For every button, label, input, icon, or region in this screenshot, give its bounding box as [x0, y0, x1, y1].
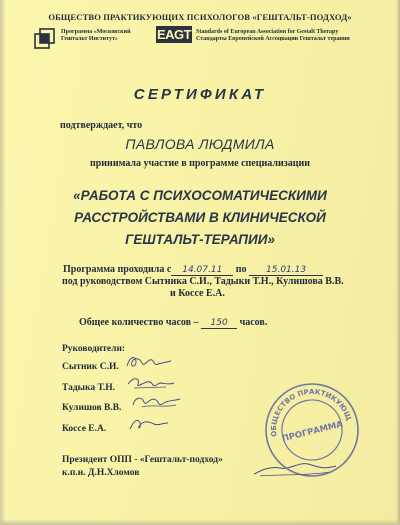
stamp-ring-text: ОБЩЕСТВО ПРАКТИКУЮЩИХ — [269, 387, 353, 438]
signature-kosse — [126, 414, 172, 434]
confirms-text: подтверждает, что — [60, 120, 143, 131]
leader-name: Сытник С.И. — [62, 362, 119, 372]
signature-sytnik — [124, 352, 174, 372]
date-to-label: по — [235, 264, 247, 275]
leader-name: Коссе Е.А. — [62, 424, 107, 434]
hours-unit: часов. — [239, 317, 268, 328]
organization-title: ОБЩЕСТВО ПРАКТИКУЮЩИХ ПСИХОЛОГОВ «ГЕШТАЛЬТ-ПОДХОД» — [48, 12, 352, 22]
standards-label-line1: Standards of European Association for Gestalt Therapy — [196, 29, 339, 35]
date-start: 14.07.11 — [171, 265, 233, 276]
program-name-line1: «РАБОТА С ПСИХОСОМАТИЧЕСКИМИ — [73, 188, 327, 203]
leaders-title: Руководители: — [62, 344, 126, 354]
program-name-line2: РАССТРОЙСТВАМИ В КЛИНИЧЕСКОЙ — [74, 210, 326, 225]
paper-edge-shadow-right — [396, 0, 400, 525]
date-end: 15.01.13 — [249, 265, 323, 276]
supervision-line1: под руководством Сытника С.И., Тадыки Т.Н., Кулишова В.В. — [62, 276, 344, 287]
program-held-label: Программа проходила с — [63, 264, 172, 275]
program-dates — [63, 264, 323, 276]
program-label-line1: Программа «Московский — [61, 29, 131, 35]
signature-kulishov — [130, 392, 184, 412]
participation-text: принимала участие в программе специализации — [89, 158, 311, 169]
hours-label: Общее количество часов – — [79, 317, 199, 328]
total-hours — [79, 317, 267, 329]
program-label — [61, 29, 131, 43]
certificate-title: СЕРТИФИКАТ — [133, 86, 267, 103]
recipient-name: ПАВЛОВА ЛЮДМИЛА — [125, 136, 275, 152]
signature-tadyka — [126, 372, 178, 392]
program-name-line3: ГЕШТАЛЬТ-ТЕРАПИИ» — [125, 232, 275, 247]
hours-value: 150 — [201, 318, 237, 329]
eagt-logo: EAGT — [156, 27, 192, 42]
standards-label — [196, 29, 350, 43]
president-title: Президент ОПП - «Гештальт-подход» — [62, 455, 223, 465]
organization-stamp — [262, 380, 362, 480]
paper-edge-shadow — [0, 0, 6, 525]
president-name: к.п.н. Д.Н.Хломов — [62, 468, 140, 478]
program-label-line2: Гештальт Институт» — [61, 36, 118, 42]
paper-bottom-edge — [0, 519, 400, 525]
supervision-line2: и Коссе Е.А. — [170, 288, 225, 299]
leader-name: Кулишов В.В. — [62, 403, 122, 413]
stamp-center-text: ПРОГРАММА — [281, 419, 344, 445]
organization-logo-icon — [34, 28, 56, 50]
standards-label-line2: Стандарты Европейской Ассоциации Гештальт терапии — [196, 36, 350, 42]
leader-name: Тадыка Т.Н. — [62, 383, 116, 393]
